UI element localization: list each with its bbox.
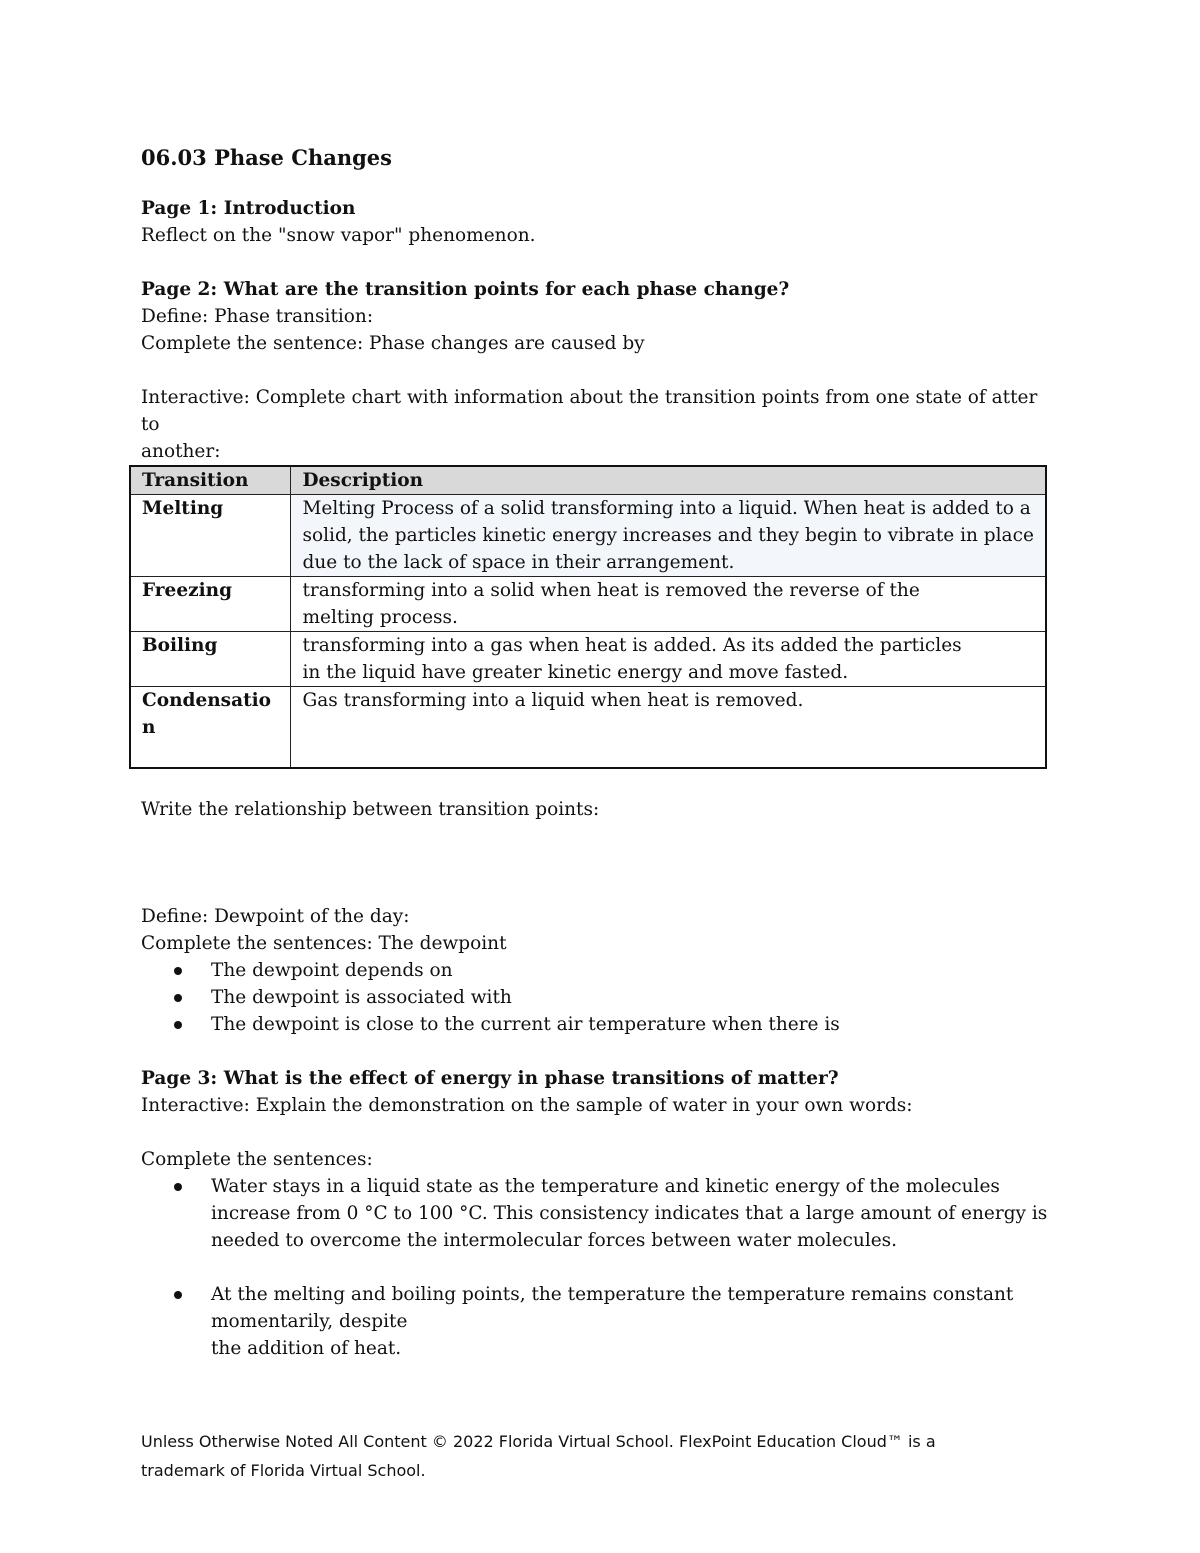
description-line: melting process. <box>302 607 458 628</box>
footer-line: trademark of Florida Virtual School. <box>141 1461 426 1480</box>
table-row-freezing <box>130 577 1046 632</box>
description-freezing <box>291 577 1046 632</box>
description-line: Melting Process of a solid transforming into a liquid. When heat is added to a <box>302 498 1031 519</box>
bullet-icon <box>174 1291 182 1299</box>
page1-reflect-prompt: Reflect on the "snow vapor" phenomenon. <box>141 225 536 246</box>
term-line: n <box>142 717 156 738</box>
header-description: Description <box>291 466 1046 495</box>
table-header-row <box>130 466 1046 495</box>
list-item <box>211 957 1053 984</box>
complete-sentences-page3: Complete the sentences: <box>141 1149 373 1170</box>
document-title: 06.03 Phase Changes <box>141 145 392 170</box>
term-melting: Melting <box>130 495 291 577</box>
complete-sentence-phase-changes: Complete the sentence: Phase changes are caused by <box>141 333 645 354</box>
interactive-chart-prompt-line2: another: <box>141 441 221 462</box>
description-line: transforming into a gas when heat is added. As its added the particles <box>302 635 962 656</box>
page2-heading: Page 2: What are the transition points for each phase change? <box>141 279 790 300</box>
bullet-line: increase from 0 °C to 100 °C. This consistency indicates that a large amount of energy is <box>211 1203 1048 1224</box>
bullet-icon <box>174 967 182 975</box>
bullet-line: the addition of heat. <box>211 1338 402 1359</box>
footer-line: Unless Otherwise Noted All Content © 2022 Florida Virtual School. FlexPoint Education Cloud™ is a <box>141 1432 936 1451</box>
page3-bullet-list <box>141 1173 1053 1362</box>
table-row-boiling <box>130 632 1046 687</box>
description-line: solid, the particles kinetic energy increases and they begin to vibrate in place <box>302 525 1034 546</box>
description-condensation <box>291 687 1046 769</box>
bullet-icon <box>174 994 182 1002</box>
description-line: Gas transforming into a liquid when heat is removed. <box>302 690 804 711</box>
header-transition: Transition <box>130 466 291 495</box>
bullet-text: The dewpoint is close to the current air temperature when there is <box>211 1014 840 1035</box>
bullet-text: The dewpoint depends on <box>211 960 453 981</box>
interactive-chart-prompt-line1: Interactive: Complete chart with information about the transition points from one state of atter to <box>141 387 1038 435</box>
term-freezing: Freezing <box>130 577 291 632</box>
dewpoint-bullet-list <box>141 957 1053 1038</box>
relationship-prompt: Write the relationship between transition points: <box>141 799 600 820</box>
bullet-line: momentarily, despite <box>211 1311 408 1332</box>
description-line: due to the lack of space in their arrangement. <box>302 552 735 573</box>
bullet-line: needed to overcome the intermolecular forces between water molecules. <box>211 1230 898 1251</box>
term-line: Condensatio <box>142 690 271 711</box>
page1-heading: Page 1: Introduction <box>141 198 356 219</box>
description-line: transforming into a solid when heat is removed the reverse of the <box>302 580 920 601</box>
description-line: in the liquid have greater kinetic energy and move fasted. <box>302 662 849 683</box>
description-boiling <box>291 632 1046 687</box>
define-phase-transition: Define: Phase transition: <box>141 306 374 327</box>
bullet-line: At the melting and boiling points, the temperature the temperature remains constant <box>211 1284 1014 1305</box>
bullet-line: Water stays in a liquid state as the temperature and kinetic energy of the molecules <box>211 1176 1000 1197</box>
term-boiling: Boiling <box>130 632 291 687</box>
list-item <box>211 1173 1053 1254</box>
list-item <box>211 984 1053 1011</box>
description-melting <box>291 495 1046 577</box>
page3-heading: Page 3: What is the effect of energy in phase transitions of matter? <box>141 1068 839 1089</box>
bullet-icon <box>174 1021 182 1029</box>
table-row-condensation <box>130 687 1046 769</box>
define-dewpoint: Define: Dewpoint of the day: <box>141 906 410 927</box>
document-page <box>141 141 1053 1362</box>
list-item <box>211 1281 1053 1362</box>
copyright-footer <box>141 1427 1041 1485</box>
interactive-explain-prompt: Interactive: Explain the demonstration on the sample of water in your own words: <box>141 1095 913 1116</box>
transition-points-table <box>129 465 1047 769</box>
complete-sentences-dewpoint: Complete the sentences: The dewpoint <box>141 933 507 954</box>
term-condensation <box>130 687 291 769</box>
list-item <box>211 1011 1053 1038</box>
table-row-melting <box>130 495 1046 577</box>
bullet-text: The dewpoint is associated with <box>211 987 512 1008</box>
bullet-icon <box>174 1183 182 1191</box>
